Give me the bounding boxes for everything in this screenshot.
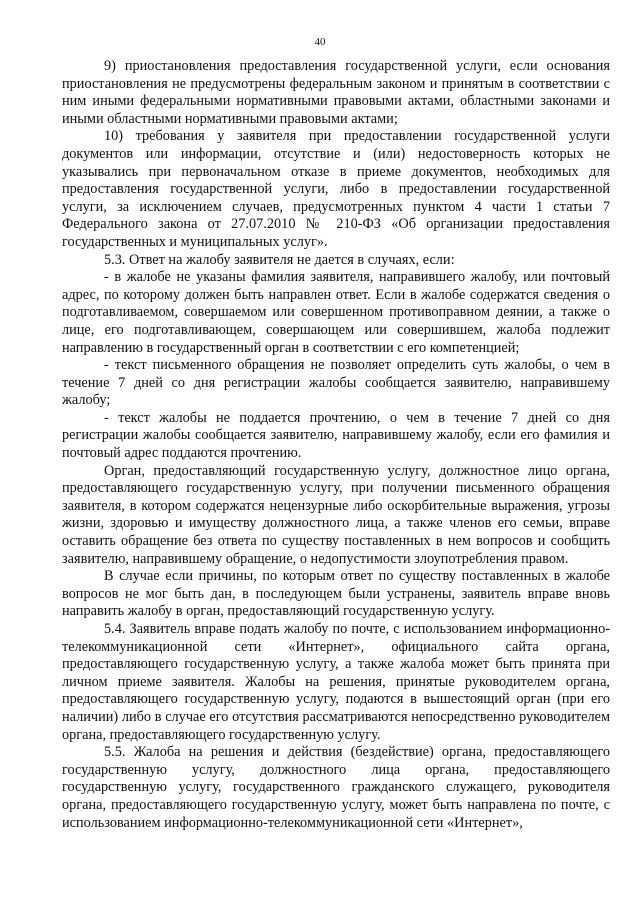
paragraph-essence-unclear: - текст письменного обращения не позволяет определить суть жалобы, о чем в течение 7 дней со дня регистрации жалобы сообщается заявителю, направившему жалобу;: [62, 357, 610, 409]
paragraph-5-3-heading: 5.3. Ответ на жалобу заявителя не дается в случаях, если:: [104, 251, 455, 268]
paragraph-5-5: 5.5. Жалоба на решения и действия (бездействие) органа, предоставляющего государственную услугу, должностного лица органа, предоставляющего государственную услугу, государственного гражданского служащего, руководителя органа, предоставляющего государственную услугу, может быть направлена по почте, с использованием информационно-телекоммуникационной сети «Интернет»,: [62, 744, 610, 831]
paragraph-obscene-content: Орган, предоставляющий государственную услугу, должностное лицо органа, предоставляющего государственную услугу, при получении письменного обращения заявителя, в котором содержатся нецензурные либо оскорбительные выражения, угрозы жизни, здоровью и имуществу должностного лица, а также членов его семьи, вправе оставить обращение без ответа по существу поставленных в нем вопросов и сообщить заявителю, направившему обращение, о недопустимости злоупотребления правом.: [62, 462, 610, 567]
paragraph-text-unreadable: - текст жалобы не поддается прочтению, о чем в течение 7 дней со дня регистрации жалобы сообщается заявителю, направившему жалобу, если его фамилия и почтовый адрес поддаются прочтению.: [62, 409, 610, 462]
paragraph-reasons-eliminated: В случае если причины, по которым ответ по существу поставленных в жалобе вопросов не мог быть дан, в последующем были устранены, заявитель вправе вновь направить жалобу в орган, предоставляющий государственную услугу.: [62, 568, 610, 620]
paragraph-item-9: 9) приостановления предоставления государственной услуги, если основания приостановления не предусмотрены федеральным законом и принятым в соответствии с ним иными федеральными нормативными правовыми актами, областными законами и иными областными нормативными правовыми актами;: [62, 58, 610, 127]
paragraph-no-name-or-address: - в жалобе не указаны фамилия заявителя, направившего жалобу, или почтовый адрес, по которому должен быть направлен ответ. Если в жалобе содержатся сведения о подготавливаемом, совершаемом или совершенном противоправном деянии, а также о лице, его подготавливающем, совершающем или совершившем, жалоба подлежит направлению в государственный орган в соответствии с его компетенцией;: [62, 269, 610, 356]
document-body: [62, 58, 610, 832]
paragraph-item-10: 10) требования у заявителя при предоставлении государственной услуги документов или информации, отсутствие и (или) недостоверность которых не указывались при первоначальном отказе в приеме документов, необходимых для предоставления государственной услуги, либо в предоставлении государственной услуги, за исключением случаев, предусмотренных пунктом 4 части 1 статьи 7 Федерального закона от 27.07.2010 № 210-ФЗ «Об организации предоставления государственных и муниципальных услуг».: [62, 128, 610, 250]
paragraph-5-4: 5.4. Заявитель вправе подать жалобу по почте, с использованием информационно-телекоммуникационной сети «Интернет», официального сайта органа, предоставляющего государственную услугу, а также жалоба может быть принята при личном приеме заявителя. Жалобы на решения, принятые руководителем органа, предоставляющего государственную услугу, подаются в вышестоящий орган (при его наличии) либо в случае его отсутствия рассматриваются непосредственно руководителем органа, предоставляющего государственную услугу.: [62, 621, 610, 743]
page-number: 40: [314, 36, 326, 48]
